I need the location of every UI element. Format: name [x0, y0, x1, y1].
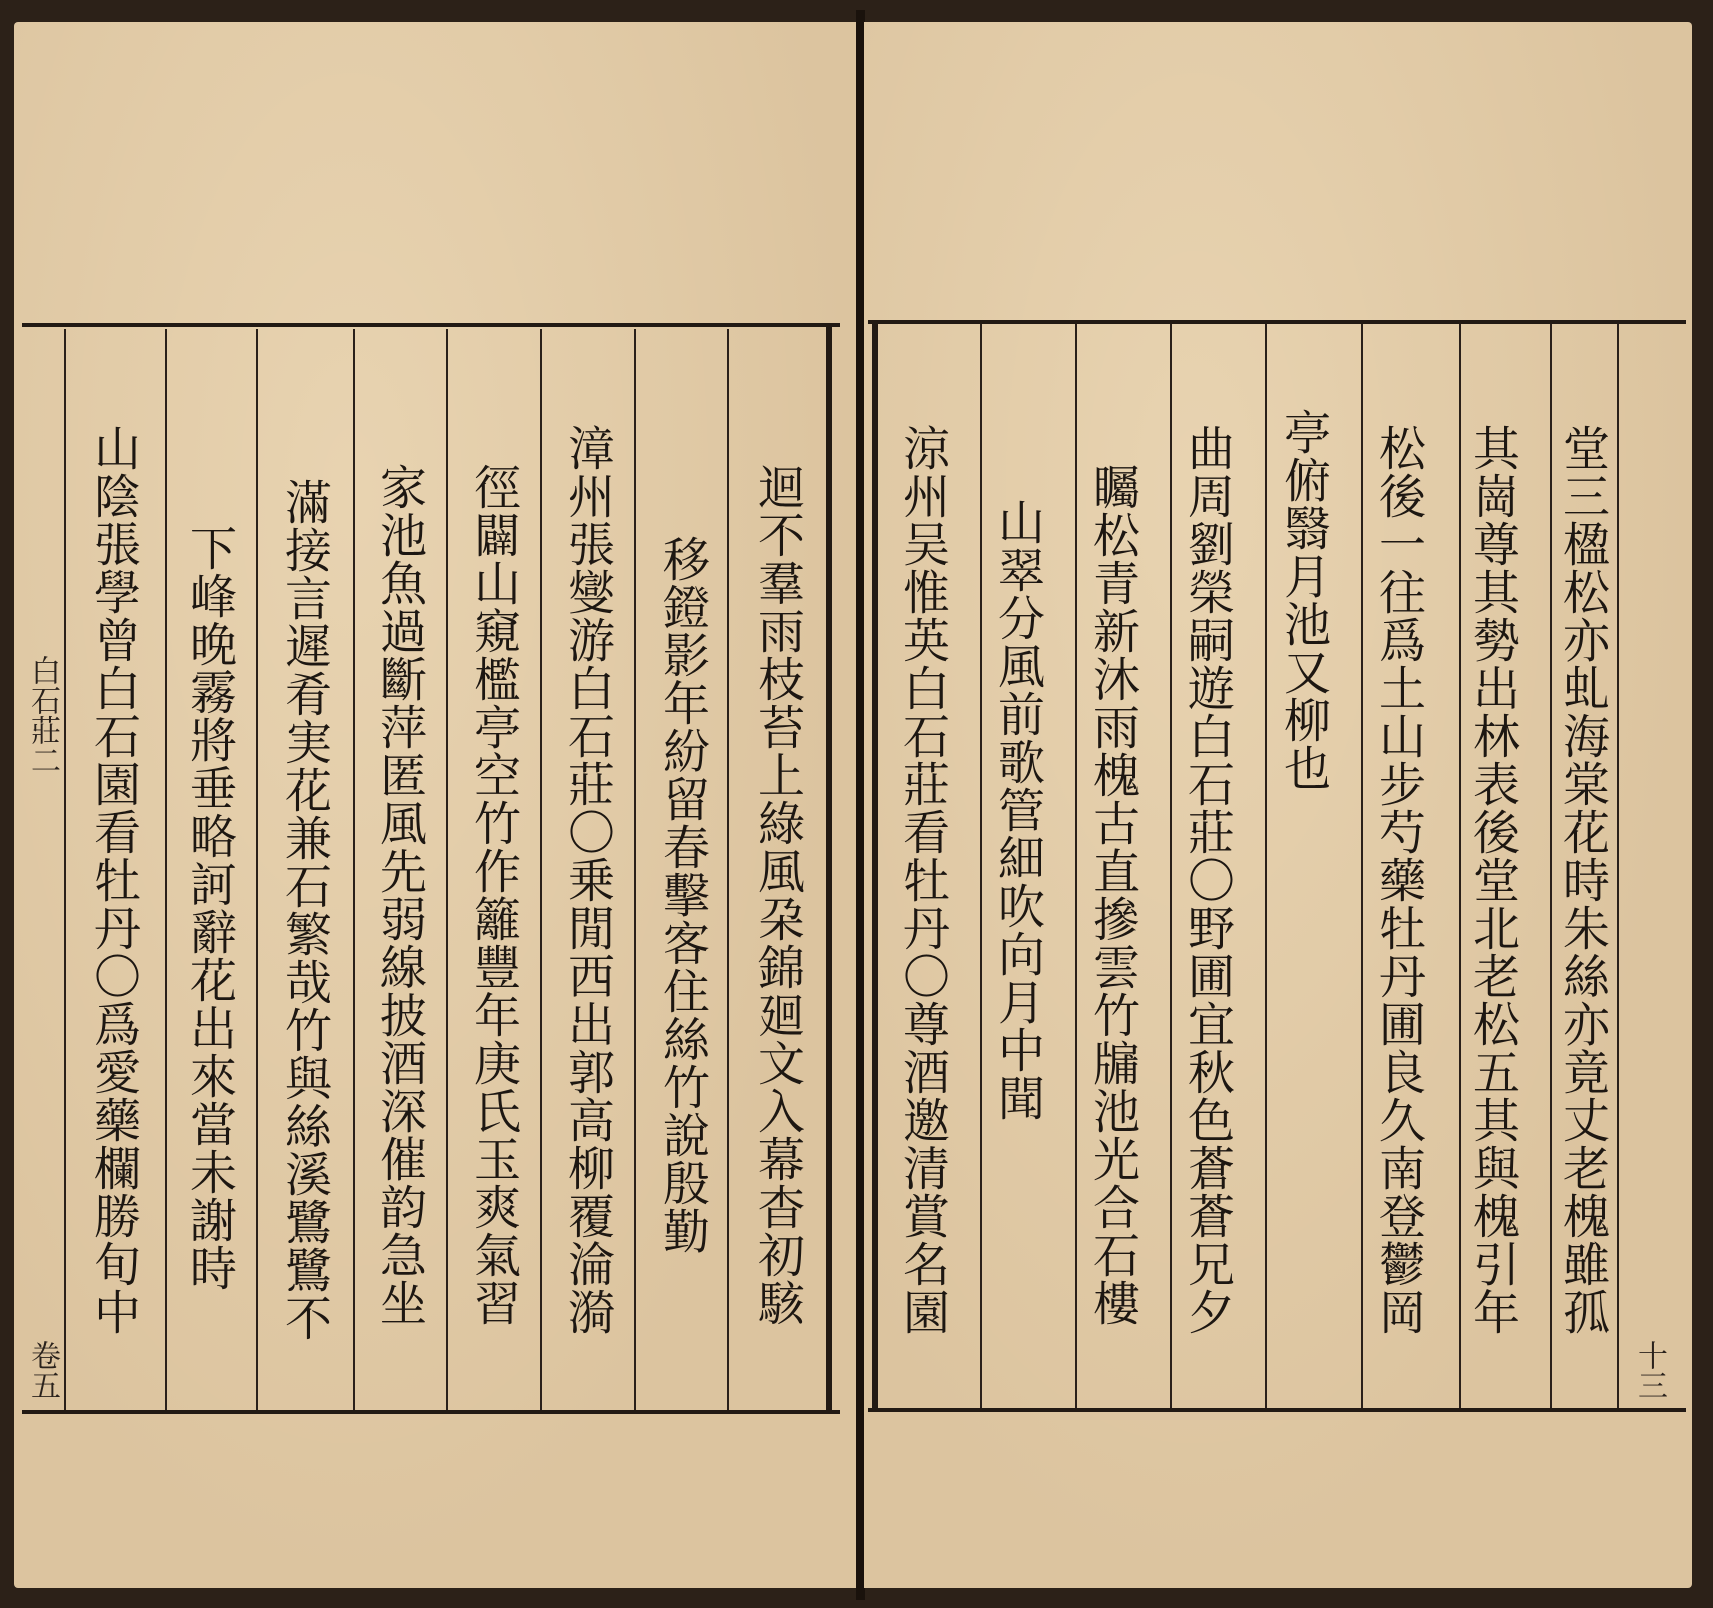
- right-text-column: 曲周劉榮嗣遊白石莊〇野圃宜秋色蒼蒼兄夕: [1180, 424, 1235, 1336]
- right-text-column: 其崗尊其勢出林表後堂北老松五其與槐引年: [1465, 424, 1520, 1336]
- right-text-column: 矚松青新沐雨槐古直摻雲竹牖池光合石樓: [1085, 463, 1140, 1327]
- right-divider: [1075, 324, 1077, 1408]
- left-divider: [446, 329, 448, 1410]
- left-divider: [64, 329, 66, 1410]
- left-frame-top-rule: [22, 323, 840, 327]
- left-frame-outer-rule-right: [826, 323, 832, 1414]
- right-divider: [1361, 324, 1363, 1408]
- left-divider: [634, 329, 636, 1410]
- right-text-column: 堂三楹松亦虬海棠花時朱絲亦竟丈老槐雖孤: [1555, 424, 1610, 1336]
- left-text-column: 徑闢山窺檻亭空竹作籬豐年庚氏玉爽氣習: [466, 463, 521, 1327]
- right-text-column: 松後一往爲土山步芍藥牡丹圃良久南登鬱岡: [1371, 424, 1426, 1336]
- right-text-column: 山翠分風前歌管細吹向月中聞: [990, 498, 1045, 1122]
- center-title: 白石莊二: [25, 655, 60, 775]
- left-text-column: 山陰張學曾白石園看牡丹〇爲愛藥欄勝旬中: [86, 424, 141, 1336]
- left-text-column: 家池魚過斷萍匿風先弱線披酒深催韵急坐: [372, 463, 427, 1327]
- right-frame-top-rule: [868, 320, 1686, 324]
- left-divider: [727, 329, 729, 1410]
- left-divider: [256, 329, 258, 1410]
- page-number: 十三: [1632, 1340, 1667, 1400]
- right-divider: [1265, 324, 1267, 1408]
- right-divider: [1617, 324, 1619, 1408]
- left-text-column: 漳州張燮游白石莊〇乗閒西出郭高柳覆淪漪: [560, 424, 615, 1336]
- left-text-column: 移鐙影年紛留春擊客住絲竹說殷勤: [655, 535, 710, 1255]
- left-divider: [165, 329, 167, 1410]
- center-volume: 卷五: [25, 1340, 60, 1400]
- left-text-column: 迴不羣雨枝苔上綠風朶錦廻文入幕杳初駭: [750, 463, 805, 1327]
- right-text-column: 亭俯翳月池又柳也: [1276, 408, 1331, 792]
- left-frame-bottom-rule: [22, 1410, 840, 1414]
- right-divider: [1170, 324, 1172, 1408]
- left-text-column: 下峰晚霧將垂略訶辭花出來當未謝時: [182, 523, 237, 1292]
- right-frame-outer-rule: [872, 324, 878, 1412]
- left-text-column: 滿接言遲肴実花兼石繁哉竹與絲溪鷺鷺不: [277, 478, 332, 1342]
- right-text-column: 涼州吴惟英白石莊看牡丹〇尊酒邀清賞名園: [895, 424, 950, 1336]
- right-divider: [980, 324, 982, 1408]
- left-divider: [353, 329, 355, 1410]
- left-divider: [540, 329, 542, 1410]
